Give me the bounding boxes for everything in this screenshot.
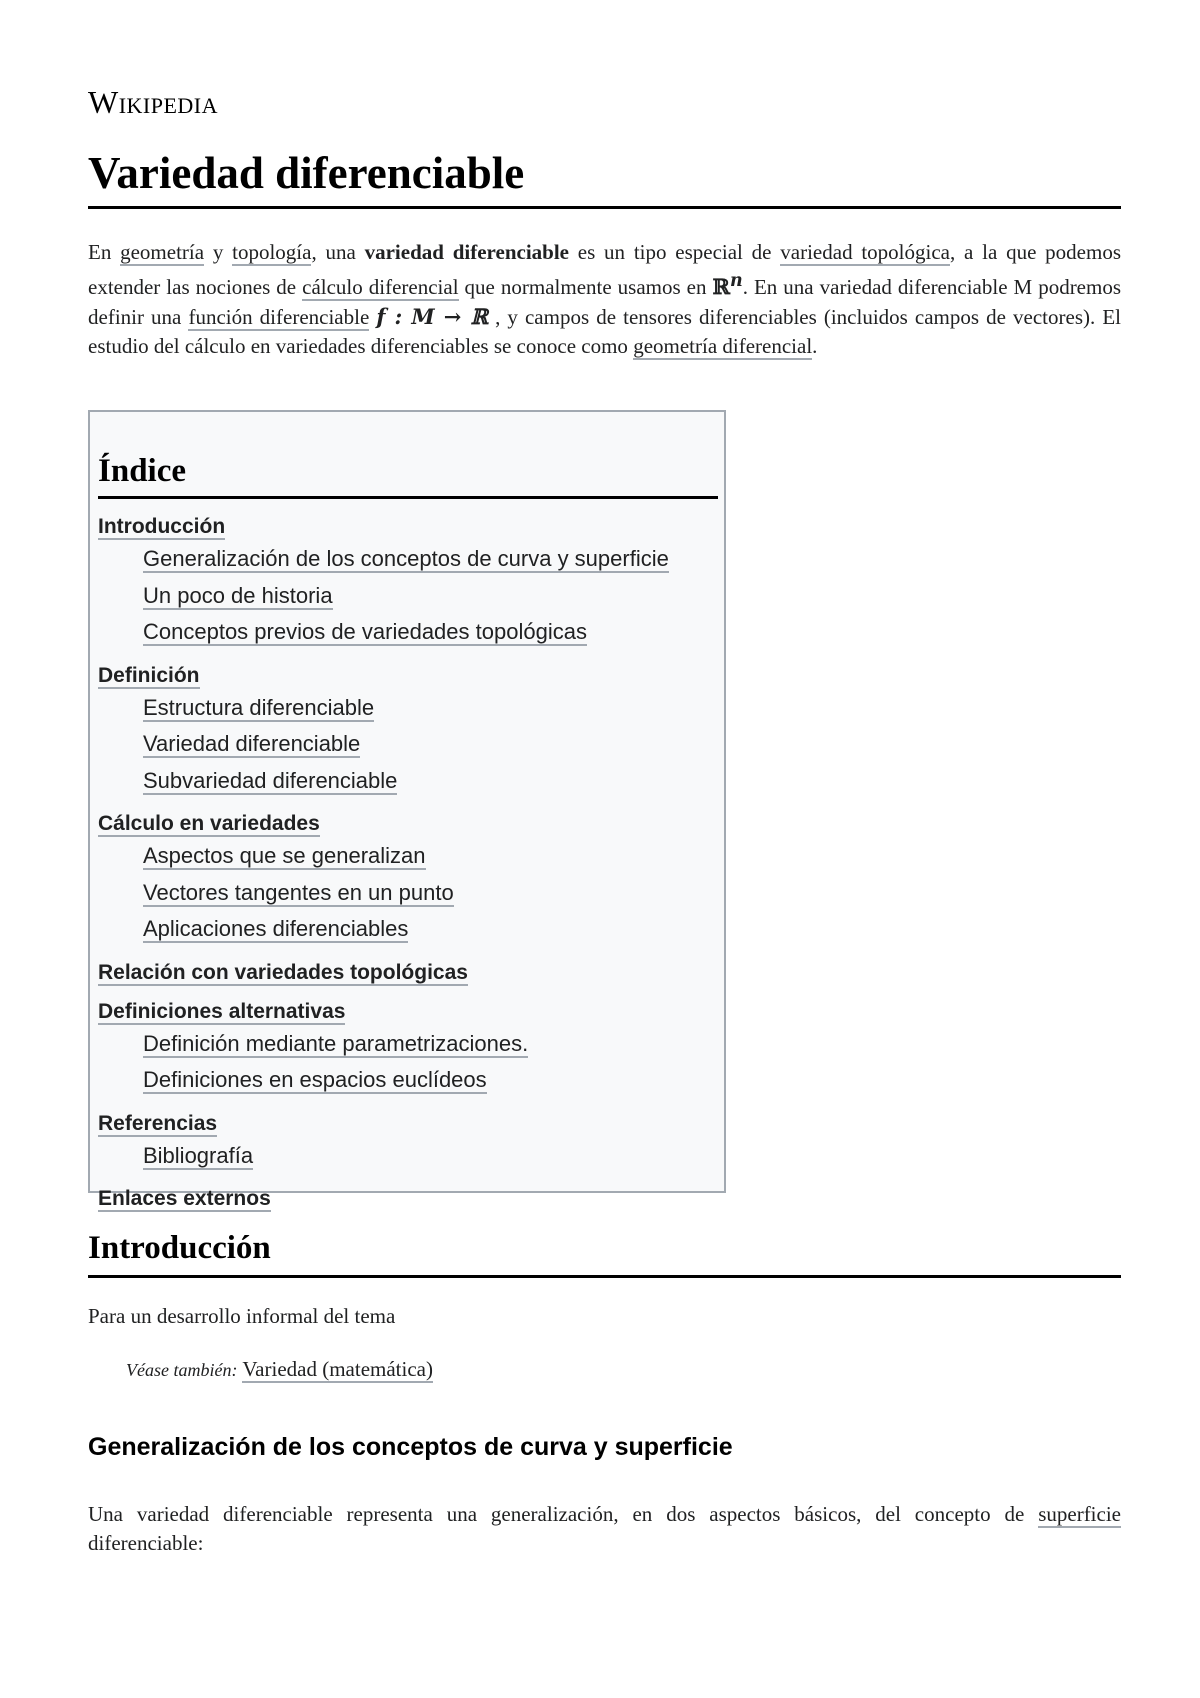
toc-sublist (98, 542, 728, 652)
toc-link[interactable]: Referencias (98, 1111, 218, 1135)
toc-sublist (98, 1139, 728, 1176)
toc-link[interactable]: Cálculo en variedades (98, 812, 320, 835)
toc-subitem (98, 1139, 728, 1176)
toc-item (98, 1184, 728, 1214)
toc-sublink[interactable]: Aplicaciones diferenciables (143, 916, 409, 941)
link-variedad-topologica[interactable]: variedad topológica (780, 240, 950, 264)
toc-subitem (98, 691, 728, 728)
toc-list (98, 512, 728, 1214)
math-rn: ℝ$^n$ (712, 271, 743, 299)
toc-sublink[interactable]: Variedad diferenciable (143, 731, 361, 756)
link-superficie[interactable]: superficie (1038, 1502, 1121, 1526)
toc-sublist (98, 691, 728, 801)
toc-sublink[interactable]: Definición mediante parametrizaciones. (143, 1030, 529, 1056)
toc-subitem (98, 1027, 728, 1064)
toc-subitem (98, 579, 728, 616)
bold-term: variedad diferenciable (364, 240, 569, 264)
subsection-paragraph: Una variedad diferenciable representa una generalización, en dos aspectos básicos, del concepto de superficie diferenciable: (88, 1502, 1121, 1555)
toc-subitem (98, 615, 728, 652)
toc-sublist (98, 1027, 728, 1100)
link-geometria[interactable]: geometría (120, 240, 205, 264)
toc-sublink[interactable]: Vectores tangentes en un punto (143, 879, 454, 905)
table-of-contents (88, 410, 726, 1210)
see-also-note (126, 1355, 433, 1385)
toc-title: Índice (98, 452, 718, 499)
toc-item (98, 1109, 728, 1176)
toc-sublink[interactable]: Aspectos que se generalizan (143, 843, 426, 868)
wikipedia-logo[interactable]: Wikipedia (88, 84, 219, 120)
toc-sublink[interactable]: Subvariedad diferenciable (143, 767, 398, 793)
toc-link[interactable]: Enlaces externos (98, 1187, 271, 1210)
toc-item (98, 958, 728, 988)
section-heading-introduccion: Introducción (88, 1229, 1121, 1278)
link-funcion-diferenciable[interactable]: función diferenciable (188, 305, 370, 329)
toc-sublink[interactable]: Definiciones en espacios euclídeos (143, 1067, 487, 1092)
toc-subitem (98, 1063, 728, 1100)
toc-sublink[interactable]: Estructura diferenciable (143, 694, 375, 720)
section-intro-text: Para un desarrollo informal del tema (88, 1304, 396, 1328)
toc-subitem (98, 876, 728, 913)
toc-subitem (98, 542, 728, 579)
toc-item (98, 661, 728, 801)
toc-sublink[interactable]: Generalización de los conceptos de curva y superficie (143, 546, 669, 571)
link-calculo-diferencial[interactable]: cálculo diferencial (302, 275, 459, 299)
intro-paragraph: En geometría y topología, una variedad diferenciable es un tipo especial de variedad topológica, a la que podemos extender las nociones de cálculo diferencial que normalmente usamos en ℝ$^n$. En una variedad diferenciable M podremos definir una función diferenciable f : M → ℝ , y campos de tensores diferenciables (incluidos campos de vectores). El estudio del cálculo en variedades diferenciables se conoce como geometría diferencial. (88, 240, 1122, 358)
toc-subitem (98, 839, 728, 876)
link-topologia[interactable]: topología (232, 240, 312, 264)
toc-sublink[interactable]: Conceptos previos de variedades topológicas (143, 619, 587, 644)
link-geometria-diferencial[interactable]: geometría diferencial (633, 334, 813, 358)
toc-link[interactable]: Definición (98, 663, 200, 687)
link-variedad-matematica[interactable]: Variedad (matemática) (242, 1357, 433, 1381)
toc-subitem (98, 727, 728, 764)
toc-sublink[interactable]: Un poco de historia (143, 582, 333, 608)
toc-link[interactable]: Relación con variedades topológicas (98, 960, 468, 984)
toc-subitem (98, 912, 728, 949)
toc-link[interactable]: Definiciones alternativas (98, 999, 346, 1023)
toc-item (98, 997, 728, 1100)
toc-item (98, 512, 728, 652)
subsection-heading: Generalización de los conceptos de curva y superficie (88, 1433, 733, 1461)
math-function: f : M → ℝ (376, 304, 488, 329)
page-title: Variedad diferenciable (88, 146, 1121, 209)
see-also-label: Véase también: (126, 1360, 238, 1380)
toc-link[interactable]: Introducción (98, 515, 226, 538)
toc-sublist (98, 839, 728, 949)
toc-item (98, 809, 728, 949)
toc-sublink[interactable]: Bibliografía (143, 1142, 254, 1168)
toc-subitem (98, 764, 728, 801)
